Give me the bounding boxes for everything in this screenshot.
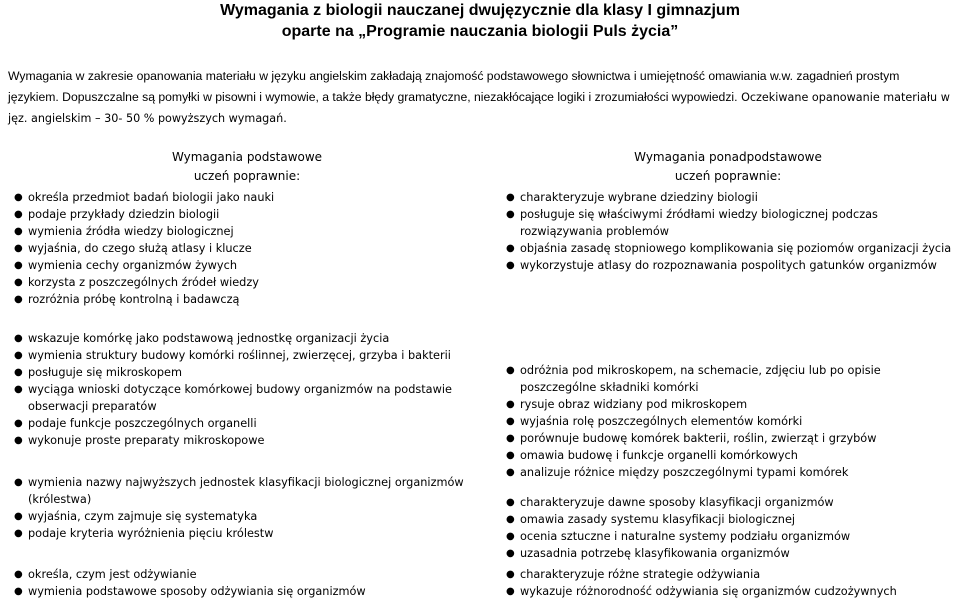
list-item-text: określa przedmiot badań biologii jako nauki <box>28 191 275 204</box>
bullet-icon: ● <box>14 243 23 254</box>
list-item <box>12 189 482 206</box>
bullet-list <box>12 566 482 600</box>
list-item-text: podaje funkcje poszczególnych organelli <box>28 417 257 430</box>
list-item <box>504 528 952 545</box>
bullet-icon: ● <box>14 277 23 288</box>
list-item <box>504 240 952 257</box>
list-item <box>504 189 952 206</box>
list-item-text: charakteryzuje dawne sposoby klasyfikacji organizmów <box>520 496 834 509</box>
bullet-icon: ● <box>506 514 515 525</box>
bullet-icon: ● <box>14 418 23 429</box>
list-item <box>12 274 482 291</box>
bullet-icon: ● <box>14 367 23 378</box>
list-item <box>12 415 482 432</box>
list-item-text: charakteryzuje wybrane dziedziny biologii <box>520 191 758 204</box>
requirements-group-2-left <box>12 330 482 449</box>
bullet-icon: ● <box>506 467 515 478</box>
bullet-icon: ● <box>506 399 515 410</box>
bullet-list <box>12 474 482 542</box>
list-item <box>12 223 482 240</box>
list-item <box>12 474 482 508</box>
requirements-group-1-left <box>12 189 482 308</box>
bullet-icon: ● <box>14 435 23 446</box>
bullet-icon: ● <box>506 433 515 444</box>
bullet-icon: ● <box>14 260 23 271</box>
list-item-text: wyjaśnia rolę poszczególnych elementów komórki <box>520 415 803 428</box>
bullet-icon: ● <box>506 450 515 461</box>
requirements-group-3-right <box>504 494 952 562</box>
list-item <box>504 511 952 528</box>
list-item <box>12 257 482 274</box>
bullet-icon: ● <box>14 569 23 580</box>
list-item-text: posługuje się właściwymi źródłami wiedzy biologicznej podczas rozwiązywania problemów <box>520 208 878 238</box>
list-item-text: charakteryzuje różne strategie odżywiania <box>520 568 761 581</box>
list-item-text: ocenia sztuczne i naturalne systemy podziału organizmów <box>520 530 851 543</box>
list-item <box>504 583 952 600</box>
list-item <box>504 464 952 481</box>
requirements-group-4-right <box>504 566 952 600</box>
list-item <box>504 396 952 413</box>
list-item-text: wykazuje różnorodność odżywiania się organizmów cudzożywnych <box>520 585 897 598</box>
list-item-text: wyjaśnia, do czego służą atlasy i klucze <box>28 242 252 255</box>
bullet-icon: ● <box>506 192 515 203</box>
title-line-1: Wymagania z biologii nauczanej dwujęzycznie dla klasy I gimnazjum <box>220 2 740 19</box>
bullet-icon: ● <box>14 192 23 203</box>
list-item-text: rysuje obraz widziany pod mikroskopem <box>520 398 748 411</box>
list-item-text: rozróżnia próbę kontrolną i badawczą <box>28 293 240 306</box>
heading-right-line-2: uczeń poprawnie: <box>674 169 782 183</box>
advanced-requirements-heading <box>504 148 952 186</box>
list-item-text: wykorzystuje atlasy do rozpoznawania pospolitych gatunków organizmów <box>520 259 937 272</box>
list-item-text: uzasadnia potrzebę klasyfikowania organizmów <box>520 547 790 560</box>
list-item <box>504 362 952 396</box>
bullet-icon: ● <box>14 511 23 522</box>
list-item-text: porównuje budowę komórek bakterii, roślin, zwierząt i grzybów <box>520 432 877 445</box>
list-item <box>504 566 952 583</box>
list-item-text: wyjaśnia, czym zajmuje się systematyka <box>28 510 258 523</box>
bullet-icon: ● <box>506 569 515 580</box>
list-item-text: korzysta z poszczególnych źródeł wiedzy <box>28 276 259 289</box>
list-item-text: określa, czym jest odżywianie <box>28 568 197 581</box>
requirements-group-1-right <box>504 189 952 274</box>
list-item-text: analizuje różnice między poszczególnymi typami komórek <box>520 466 849 479</box>
document-title <box>0 0 960 42</box>
list-item-text: odróżnia pod mikroskopem, na schemacie, zdjęciu lub po opisie poszczególne składniki komórki <box>520 364 881 394</box>
list-item-text: wskazuje komórkę jako podstawową jednostkę organizacji życia <box>28 332 390 345</box>
list-item <box>12 330 482 347</box>
requirements-group-4-left <box>12 566 482 600</box>
list-item-text: podaje przykłady dziedzin biologii <box>28 208 220 221</box>
list-item <box>12 240 482 257</box>
list-item-text: objaśnia zasadę stopniowego komplikowania się poziomów organizacji życia <box>520 242 952 255</box>
list-item <box>504 494 952 511</box>
list-item <box>504 413 952 430</box>
list-item <box>12 364 482 381</box>
list-item <box>12 583 482 600</box>
heading-left-line-2: uczeń poprawnie: <box>193 169 301 183</box>
bullet-list <box>12 330 482 449</box>
list-item <box>504 257 952 274</box>
list-item-text: wymienia podstawowe sposoby odżywiania się organizmów <box>28 585 366 598</box>
requirements-group-2-right <box>504 362 952 481</box>
bullet-list <box>504 189 952 274</box>
bullet-icon: ● <box>14 294 23 305</box>
bullet-icon: ● <box>14 384 23 395</box>
intro-text-part-2: Oczekiwane opanowanie materiału w jęz. angielskim – 30- 50 % powyższych wymagań. <box>8 90 950 125</box>
heading-left-line-1: Wymagania podstawowe <box>171 150 323 164</box>
bullet-icon: ● <box>506 497 515 508</box>
intro-paragraph <box>8 66 952 130</box>
bullet-icon: ● <box>14 333 23 344</box>
bullet-icon: ● <box>14 209 23 220</box>
list-item <box>12 525 482 542</box>
bullet-icon: ● <box>506 260 515 271</box>
title-line-2: oparte na „Programie nauczania biologii Puls życia” <box>281 23 679 40</box>
list-item-text: wymienia cechy organizmów żywych <box>28 259 237 272</box>
bullet-icon: ● <box>14 350 23 361</box>
list-item <box>504 206 952 240</box>
list-item-text: wymienia nazwy najwyższych jednostek klasyfikacji biologicznej organizmów (królestwa) <box>28 476 464 506</box>
bullet-list <box>504 362 952 481</box>
list-item <box>12 508 482 525</box>
list-item <box>12 432 482 449</box>
bullet-icon: ● <box>14 226 23 237</box>
requirements-group-3-left <box>12 474 482 542</box>
bullet-icon: ● <box>506 416 515 427</box>
list-item-text: wyciąga wnioski dotyczące komórkowej budowy organizmów na podstawie obserwacji preparatów <box>28 383 452 413</box>
bullet-icon: ● <box>506 548 515 559</box>
list-item-text: omawia zasady systemu klasyfikacji biologicznej <box>520 513 796 526</box>
bullet-icon: ● <box>14 528 23 539</box>
list-item-text: wymienia struktury budowy komórki roślinnej, zwierzęcej, grzyba i bakterii <box>28 349 451 362</box>
list-item <box>12 291 482 308</box>
bullet-icon: ● <box>14 477 23 488</box>
list-item-text: podaje kryteria wyróżnienia pięciu królestw <box>28 527 274 540</box>
intro-text-part-1: Wymagania w zakresie opanowania materiału w języku angielskim zakładają znajomość podstawowego słownictwa i umiejętność omawiania w.w. zagadnień prostym językiem. Dopuszczalne są pomyłki w pisowni i wymowie, a także błędy gramatyczne, niezakłócające logiki i zrozumiałości wypowiedzi. <box>8 69 900 104</box>
list-item <box>12 206 482 223</box>
list-item <box>504 430 952 447</box>
bullet-icon: ● <box>506 365 515 376</box>
bullet-list <box>12 189 482 308</box>
bullet-icon: ● <box>506 586 515 597</box>
bullet-icon: ● <box>506 531 515 542</box>
list-item-text: wymienia źródła wiedzy biologicznej <box>28 225 234 238</box>
list-item <box>12 566 482 583</box>
list-item <box>504 447 952 464</box>
bullet-list <box>504 494 952 562</box>
bullet-icon: ● <box>506 243 515 254</box>
bullet-icon: ● <box>506 209 515 220</box>
basic-requirements-heading <box>12 148 482 186</box>
list-item <box>12 347 482 364</box>
heading-right-line-1: Wymagania ponadpodstawowe <box>634 150 822 164</box>
list-item-text: omawia budowę i funkcje organelli komórkowych <box>520 449 798 462</box>
list-item <box>504 545 952 562</box>
bullet-list <box>504 566 952 600</box>
list-item-text: posługuje się mikroskopem <box>28 366 182 379</box>
bullet-icon: ● <box>14 586 23 597</box>
list-item <box>12 381 482 415</box>
list-item-text: wykonuje proste preparaty mikroskopowe <box>28 434 265 447</box>
